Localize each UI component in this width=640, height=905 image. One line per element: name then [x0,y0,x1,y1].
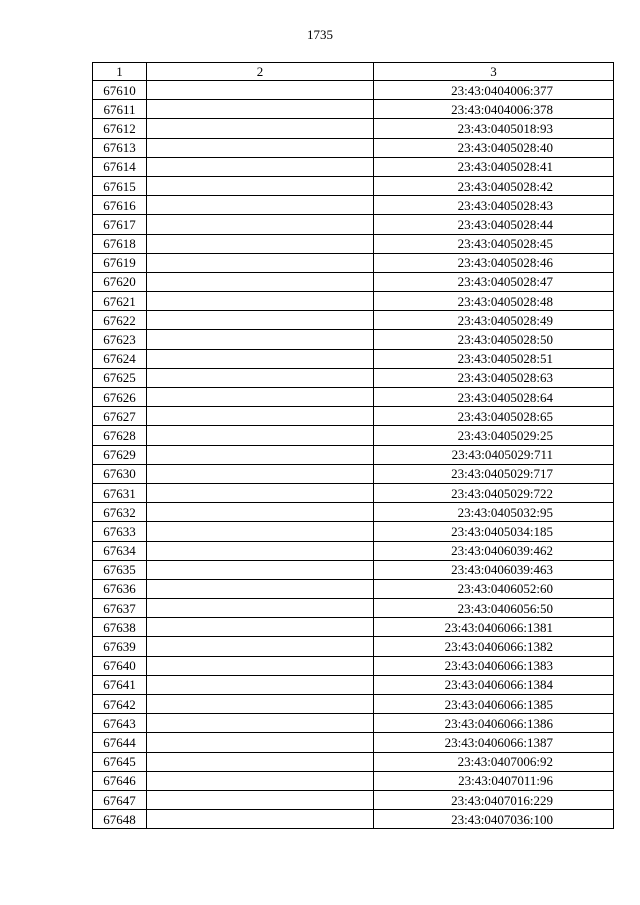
description-cell [147,253,374,272]
row-number-cell: 67647 [93,790,147,809]
cadastral-number-cell: 23:43:0405028:43 [374,196,614,215]
row-number-cell: 67614 [93,157,147,176]
page-number: 1735 [307,27,333,42]
row-number-cell: 67633 [93,522,147,541]
cadastral-number-cell: 23:43:0405028:46 [374,253,614,272]
row-number-cell: 67636 [93,579,147,598]
description-cell [147,771,374,790]
description-cell [147,752,374,771]
cadastral-number-cell: 23:43:0407036:100 [374,810,614,829]
table-row [93,733,614,752]
cadastral-number-cell: 23:43:0405028:48 [374,292,614,311]
row-number-cell: 67616 [93,196,147,215]
description-cell [147,311,374,330]
row-number-cell: 67623 [93,330,147,349]
cadastral-number-cell: 23:43:0406066:1382 [374,637,614,656]
cadastral-number-cell: 23:43:0405029:711 [374,445,614,464]
row-number-cell: 67634 [93,541,147,560]
cadastral-number-cell: 23:43:0405028:50 [374,330,614,349]
cadastral-number-cell: 23:43:0404006:378 [374,100,614,119]
description-cell [147,388,374,407]
table-row [93,215,614,234]
table-row [93,541,614,560]
cadastral-number-cell: 23:43:0406066:1381 [374,618,614,637]
row-number-cell: 67635 [93,560,147,579]
row-number-cell: 67612 [93,119,147,138]
description-cell [147,675,374,694]
cadastral-number-cell: 23:43:0405028:64 [374,388,614,407]
table-row [93,445,614,464]
cadastral-number-cell: 23:43:0405028:41 [374,157,614,176]
description-cell [147,234,374,253]
table-row [93,292,614,311]
table-row [93,464,614,483]
cadastral-number-cell: 23:43:0406052:60 [374,579,614,598]
description-cell [147,579,374,598]
description-cell [147,138,374,157]
description-cell [147,349,374,368]
cadastral-number-cell: 23:43:0405028:45 [374,234,614,253]
description-cell [147,464,374,483]
row-number-cell: 67637 [93,599,147,618]
row-number-cell: 67620 [93,272,147,291]
table-row [93,522,614,541]
description-cell [147,790,374,809]
description-cell [147,330,374,349]
table-row [93,560,614,579]
cadastral-number-cell: 23:43:0405028:40 [374,138,614,157]
column-header-1: 1 [93,63,147,81]
table-row [93,330,614,349]
row-number-cell: 67631 [93,483,147,502]
table-header-row [93,63,614,81]
table-row [93,752,614,771]
description-cell [147,599,374,618]
description-cell [147,637,374,656]
row-number-cell: 67648 [93,810,147,829]
cadastral-number-cell: 23:43:0406066:1387 [374,733,614,752]
table-row [93,234,614,253]
table-row [93,426,614,445]
description-cell [147,272,374,291]
cadastral-number-cell: 23:43:0405029:722 [374,483,614,502]
cadastral-number-cell: 23:43:0404006:377 [374,81,614,100]
description-cell [147,119,374,138]
table-row [93,100,614,119]
cadastral-number-cell: 23:43:0405028:51 [374,349,614,368]
description-cell [147,81,374,100]
table-row [93,138,614,157]
data-table [92,62,614,829]
row-number-cell: 67626 [93,388,147,407]
row-number-cell: 67645 [93,752,147,771]
cadastral-number-cell: 23:43:0405029:717 [374,464,614,483]
row-number-cell: 67622 [93,311,147,330]
cadastral-number-cell: 23:43:0406039:463 [374,560,614,579]
description-cell [147,100,374,119]
table-row [93,368,614,387]
cadastral-number-cell: 23:43:0405032:95 [374,503,614,522]
column-header-3: 3 [374,63,614,81]
table-row [93,675,614,694]
table-row [93,81,614,100]
row-number-cell: 67615 [93,176,147,195]
cadastral-number-cell: 23:43:0405028:63 [374,368,614,387]
row-number-cell: 67621 [93,292,147,311]
cadastral-number-cell: 23:43:0406066:1384 [374,675,614,694]
row-number-cell: 67613 [93,138,147,157]
cadastral-number-cell: 23:43:0405028:42 [374,176,614,195]
description-cell [147,541,374,560]
description-cell [147,483,374,502]
row-number-cell: 67646 [93,771,147,790]
table-row [93,618,614,637]
cadastral-number-cell: 23:43:0406039:462 [374,541,614,560]
table-row [93,407,614,426]
cadastral-number-cell: 23:43:0407006:92 [374,752,614,771]
description-cell [147,656,374,675]
description-cell [147,695,374,714]
row-number-cell: 67643 [93,714,147,733]
cadastral-number-cell: 23:43:0405028:65 [374,407,614,426]
table-row [93,503,614,522]
table-row [93,119,614,138]
table-row [93,790,614,809]
cadastral-number-cell: 23:43:0405029:25 [374,426,614,445]
table-row [93,579,614,598]
description-cell [147,196,374,215]
description-cell [147,157,374,176]
description-cell [147,810,374,829]
description-cell [147,426,374,445]
cadastral-number-cell: 23:43:0405028:44 [374,215,614,234]
row-number-cell: 67630 [93,464,147,483]
description-cell [147,560,374,579]
cadastral-number-cell: 23:43:0406066:1385 [374,695,614,714]
description-cell [147,522,374,541]
row-number-cell: 67628 [93,426,147,445]
row-number-cell: 67629 [93,445,147,464]
cadastral-number-cell: 23:43:0405028:49 [374,311,614,330]
table-row [93,483,614,502]
table-row [93,349,614,368]
table-row [93,599,614,618]
table-row [93,695,614,714]
table-row [93,771,614,790]
table-row [93,311,614,330]
description-cell [147,503,374,522]
row-number-cell: 67624 [93,349,147,368]
row-number-cell: 67632 [93,503,147,522]
row-number-cell: 67618 [93,234,147,253]
cadastral-number-cell: 23:43:0405028:47 [374,272,614,291]
table-row [93,637,614,656]
table-row [93,253,614,272]
description-cell [147,176,374,195]
description-cell [147,618,374,637]
row-number-cell: 67640 [93,656,147,675]
table-row [93,714,614,733]
description-cell [147,292,374,311]
description-cell [147,368,374,387]
table-body [93,81,614,829]
table-row [93,157,614,176]
description-cell [147,215,374,234]
cadastral-number-cell: 23:43:0406056:50 [374,599,614,618]
row-number-cell: 67625 [93,368,147,387]
row-number-cell: 67639 [93,637,147,656]
row-number-cell: 67627 [93,407,147,426]
table-row [93,176,614,195]
table-row [93,196,614,215]
cadastral-number-cell: 23:43:0407016:229 [374,790,614,809]
row-number-cell: 67641 [93,675,147,694]
description-cell [147,445,374,464]
description-cell [147,733,374,752]
row-number-cell: 67619 [93,253,147,272]
cadastral-number-cell: 23:43:0406066:1383 [374,656,614,675]
row-number-cell: 67644 [93,733,147,752]
cadastral-number-cell: 23:43:0407011:96 [374,771,614,790]
description-cell [147,407,374,426]
table-row [93,272,614,291]
row-number-cell: 67611 [93,100,147,119]
row-number-cell: 67617 [93,215,147,234]
cadastral-number-cell: 23:43:0405018:93 [374,119,614,138]
row-number-cell: 67638 [93,618,147,637]
cadastral-number-cell: 23:43:0405034:185 [374,522,614,541]
row-number-cell: 67642 [93,695,147,714]
description-cell [147,714,374,733]
row-number-cell: 67610 [93,81,147,100]
table-row [93,656,614,675]
column-header-2: 2 [147,63,374,81]
cadastral-number-cell: 23:43:0406066:1386 [374,714,614,733]
table-row [93,388,614,407]
table-row [93,810,614,829]
